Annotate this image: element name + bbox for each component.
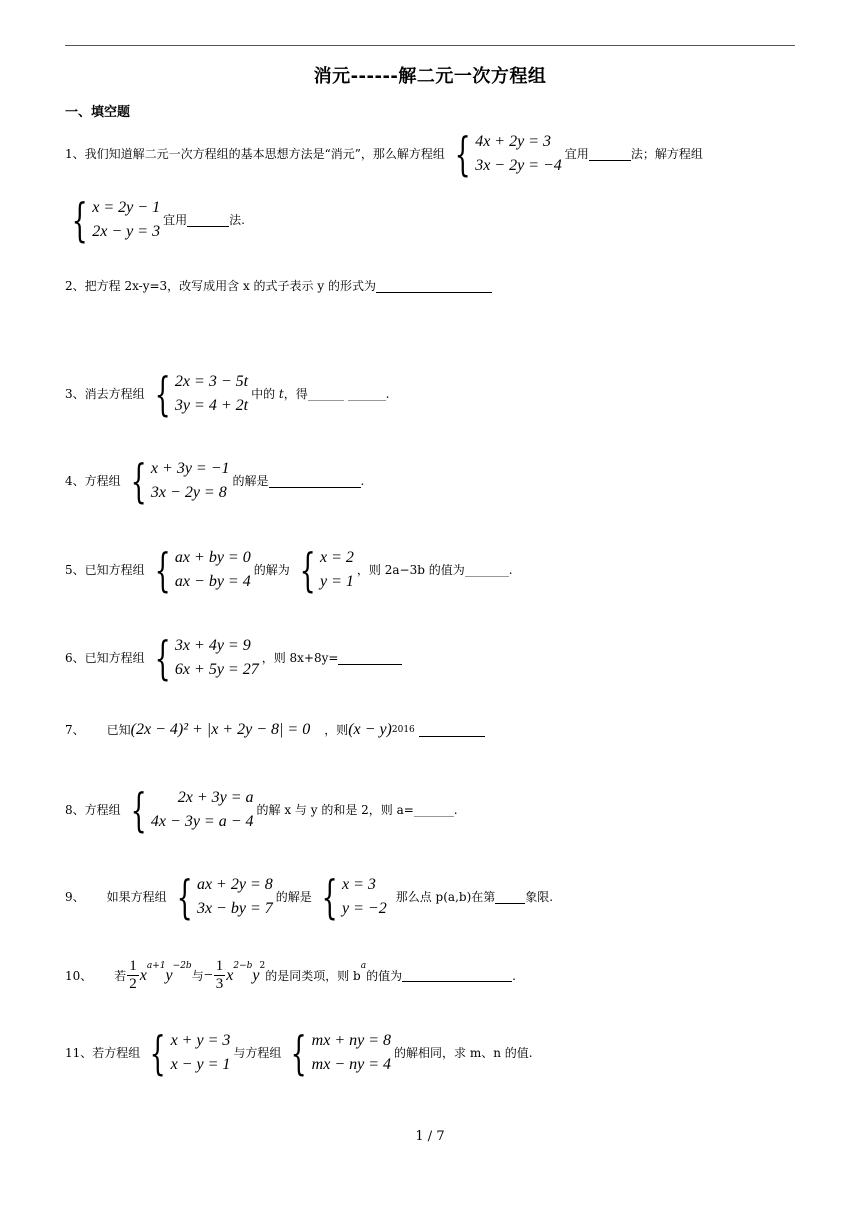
- q10-term1-x: x: [139, 966, 147, 984]
- answer-blank[interactable]: [187, 214, 229, 227]
- question-11: [65, 1026, 533, 1080]
- equation: x − y = 1: [170, 1056, 231, 1073]
- q4-prefix: 4、方程组: [65, 474, 121, 488]
- equation: 6x + 5y = 27: [174, 661, 259, 678]
- q9-system: [170, 870, 273, 924]
- q4-tail: 的解是: [232, 474, 269, 488]
- exponent: 2−b: [233, 961, 253, 971]
- section-heading: 一、填空题: [65, 105, 131, 120]
- equation: mx + ny = 8: [311, 1032, 392, 1049]
- equation: x = 2: [320, 549, 354, 566]
- q1-mid: 宜用: [564, 147, 589, 161]
- q10-term2-y: y: [252, 966, 260, 984]
- equation: 3x − 2y = −4: [475, 157, 562, 174]
- q10-tail2: 的值为: [366, 968, 403, 983]
- equation: mx − ny = 4: [311, 1056, 392, 1073]
- equation: y = 1: [320, 573, 354, 590]
- question-3: [65, 367, 390, 421]
- brace: {: [176, 870, 193, 924]
- q5-solution: [293, 543, 354, 597]
- equation: x = 2y − 1: [92, 199, 161, 216]
- equation: 2x = 3 − 5t: [174, 373, 249, 390]
- q5-prefix: 5、已知方程组: [65, 563, 145, 577]
- q1-system-1: [448, 127, 562, 181]
- q3-tail: ，得: [283, 387, 308, 401]
- q8-end: .: [453, 803, 458, 817]
- q6-prefix: 6、已知方程组: [65, 651, 145, 665]
- q1-tail2: 法.: [229, 213, 245, 227]
- answer-blank[interactable]: [308, 388, 344, 401]
- exponent: 2: [259, 961, 266, 971]
- q3-mid: 中的: [251, 387, 276, 401]
- q9-mid: 如果方程组: [106, 890, 167, 904]
- answer-blank[interactable]: [495, 891, 525, 904]
- answer-blank[interactable]: [402, 969, 512, 982]
- q3-end: .: [385, 387, 390, 401]
- exponent: a: [360, 961, 367, 971]
- page-title: 消元------解二元一次方程组: [313, 66, 547, 87]
- brace: {: [130, 454, 147, 508]
- q6-tail: ，则 8x+8y=: [261, 651, 339, 665]
- q10-term2-x: x: [226, 966, 234, 984]
- question-7: [65, 722, 485, 738]
- q10-tail: 的是同类项，则 b: [265, 968, 361, 983]
- equation: x + y = 3: [170, 1032, 231, 1049]
- q7-tail: ，则: [324, 723, 349, 737]
- q4-end: .: [360, 474, 365, 488]
- page-number: 1 / 7: [415, 1129, 445, 1144]
- q1-mid2: 法；解方程组: [630, 147, 703, 161]
- q3-system: [148, 367, 249, 421]
- question-4: [65, 454, 365, 508]
- fraction-one-half: $\frac{1}{2}$: [129, 958, 137, 992]
- brace: {: [154, 543, 171, 597]
- equation: y = −2: [342, 900, 387, 917]
- q3-var: t: [278, 387, 284, 401]
- q7-expression: (2x − 4)² + |x + 2y − 8| = 0: [130, 721, 311, 738]
- brace: {: [149, 1026, 166, 1080]
- q7-mid: 已知: [106, 723, 131, 737]
- question-6: [65, 631, 402, 685]
- question-8: [65, 783, 458, 837]
- q10-and: 与: [191, 968, 204, 983]
- q4-system: [124, 454, 230, 508]
- brace: {: [290, 1026, 308, 1080]
- q7-exponent: 2016: [391, 725, 415, 735]
- equation: x = 3: [342, 876, 376, 893]
- q10-end: .: [512, 968, 516, 983]
- q9-end: 象限.: [525, 890, 554, 904]
- q8-prefix: 8、方程组: [65, 803, 121, 817]
- q5-mid: 的解为: [253, 563, 290, 577]
- q7-expression-2: (x − y): [348, 721, 392, 738]
- equation: 3x + 4y = 9: [174, 637, 251, 654]
- equation: 2x − y = 3: [92, 223, 161, 240]
- q5-tail: ，则 2a−3b 的值为: [356, 563, 465, 577]
- fraction-one-third: $\frac{1}{3}$: [215, 958, 224, 992]
- answer-blank[interactable]: [589, 148, 631, 161]
- exponent: a+1: [146, 961, 166, 971]
- question-9: [65, 870, 554, 924]
- equation: ax − by = 4: [174, 573, 251, 590]
- q11-system-2: [284, 1026, 392, 1080]
- answer-blank[interactable]: [414, 804, 454, 817]
- q9-tail: 那么点 p(a,b)在第: [395, 890, 496, 904]
- exponent: −2b: [172, 961, 192, 971]
- header-rule: [65, 45, 795, 46]
- q10-mid: 若: [114, 968, 127, 983]
- q3-prefix: 3、消去方程组: [65, 387, 145, 401]
- equation: x + 3y = −1: [150, 460, 230, 477]
- q10-prefix: 10、: [65, 968, 93, 983]
- q10-term1-y: y: [165, 966, 173, 984]
- q11-system-1: [143, 1026, 231, 1080]
- equation: 3y = 4 + 2t: [174, 397, 249, 414]
- q1-tail1: 宜用: [163, 213, 188, 227]
- equation: ax + 2y = 8: [196, 876, 273, 893]
- brace: {: [154, 367, 171, 421]
- q5-system: [148, 543, 251, 597]
- brace: {: [321, 870, 338, 924]
- brace: {: [130, 783, 147, 837]
- question-2: [65, 278, 492, 294]
- brace: {: [154, 631, 171, 685]
- q9-mid2: 的解是: [275, 890, 312, 904]
- question-1: [65, 127, 703, 181]
- q8-tail: 的解 x 与 y 的和是 2，则 a=: [256, 803, 414, 817]
- equation: 4x − 3y = a − 4: [150, 813, 254, 830]
- q5-end: .: [508, 563, 513, 577]
- brace: {: [299, 543, 316, 597]
- brace: {: [71, 193, 88, 247]
- equation: 3x − by = 7: [196, 900, 273, 917]
- q1-prefix: 1、我们知道解二元一次方程组的基本思想方法是“消元”，那么解方程组: [65, 147, 445, 161]
- equation: 2x + 3y = a: [177, 789, 254, 806]
- answer-blank[interactable]: [376, 280, 492, 293]
- answer-blank[interactable]: [419, 724, 485, 737]
- equation: 4x + 2y = 3: [475, 133, 551, 150]
- q9-prefix: 9、: [65, 890, 85, 904]
- answer-blank[interactable]: [465, 564, 509, 577]
- q11-mid: 与方程组: [233, 1046, 282, 1060]
- answer-blank[interactable]: [269, 475, 361, 488]
- q1-system-2: [65, 193, 161, 247]
- q11-prefix: 11、若方程组: [65, 1046, 141, 1060]
- q7-prefix: 7、: [65, 723, 85, 737]
- q8-system: [124, 783, 254, 837]
- question-1-cont: [65, 193, 245, 247]
- q6-system: [148, 631, 259, 685]
- q11-tail: 的解相同，求 m、n 的值.: [394, 1046, 533, 1060]
- question-10: 10、 若 $\frac{1}{2}$ x $^{a+1}$ y $^{-2b}$ 与 − $\frac{1}{3}$ x $^{2-b}$ y $^2$ 的是同类项，则 b $^a$ 的值为 .: [65, 958, 516, 992]
- q9-solution: [315, 870, 387, 924]
- equation: ax + by = 0: [174, 549, 251, 566]
- brace: {: [454, 127, 471, 181]
- question-5: [65, 543, 513, 597]
- answer-blank[interactable]: [348, 388, 386, 401]
- equation: 3x − 2y = 8: [150, 484, 227, 501]
- q2-text: 2、把方程 2x-y=3，改写成用含 x 的式子表示 y 的形式为: [65, 279, 376, 293]
- answer-blank[interactable]: [338, 652, 402, 665]
